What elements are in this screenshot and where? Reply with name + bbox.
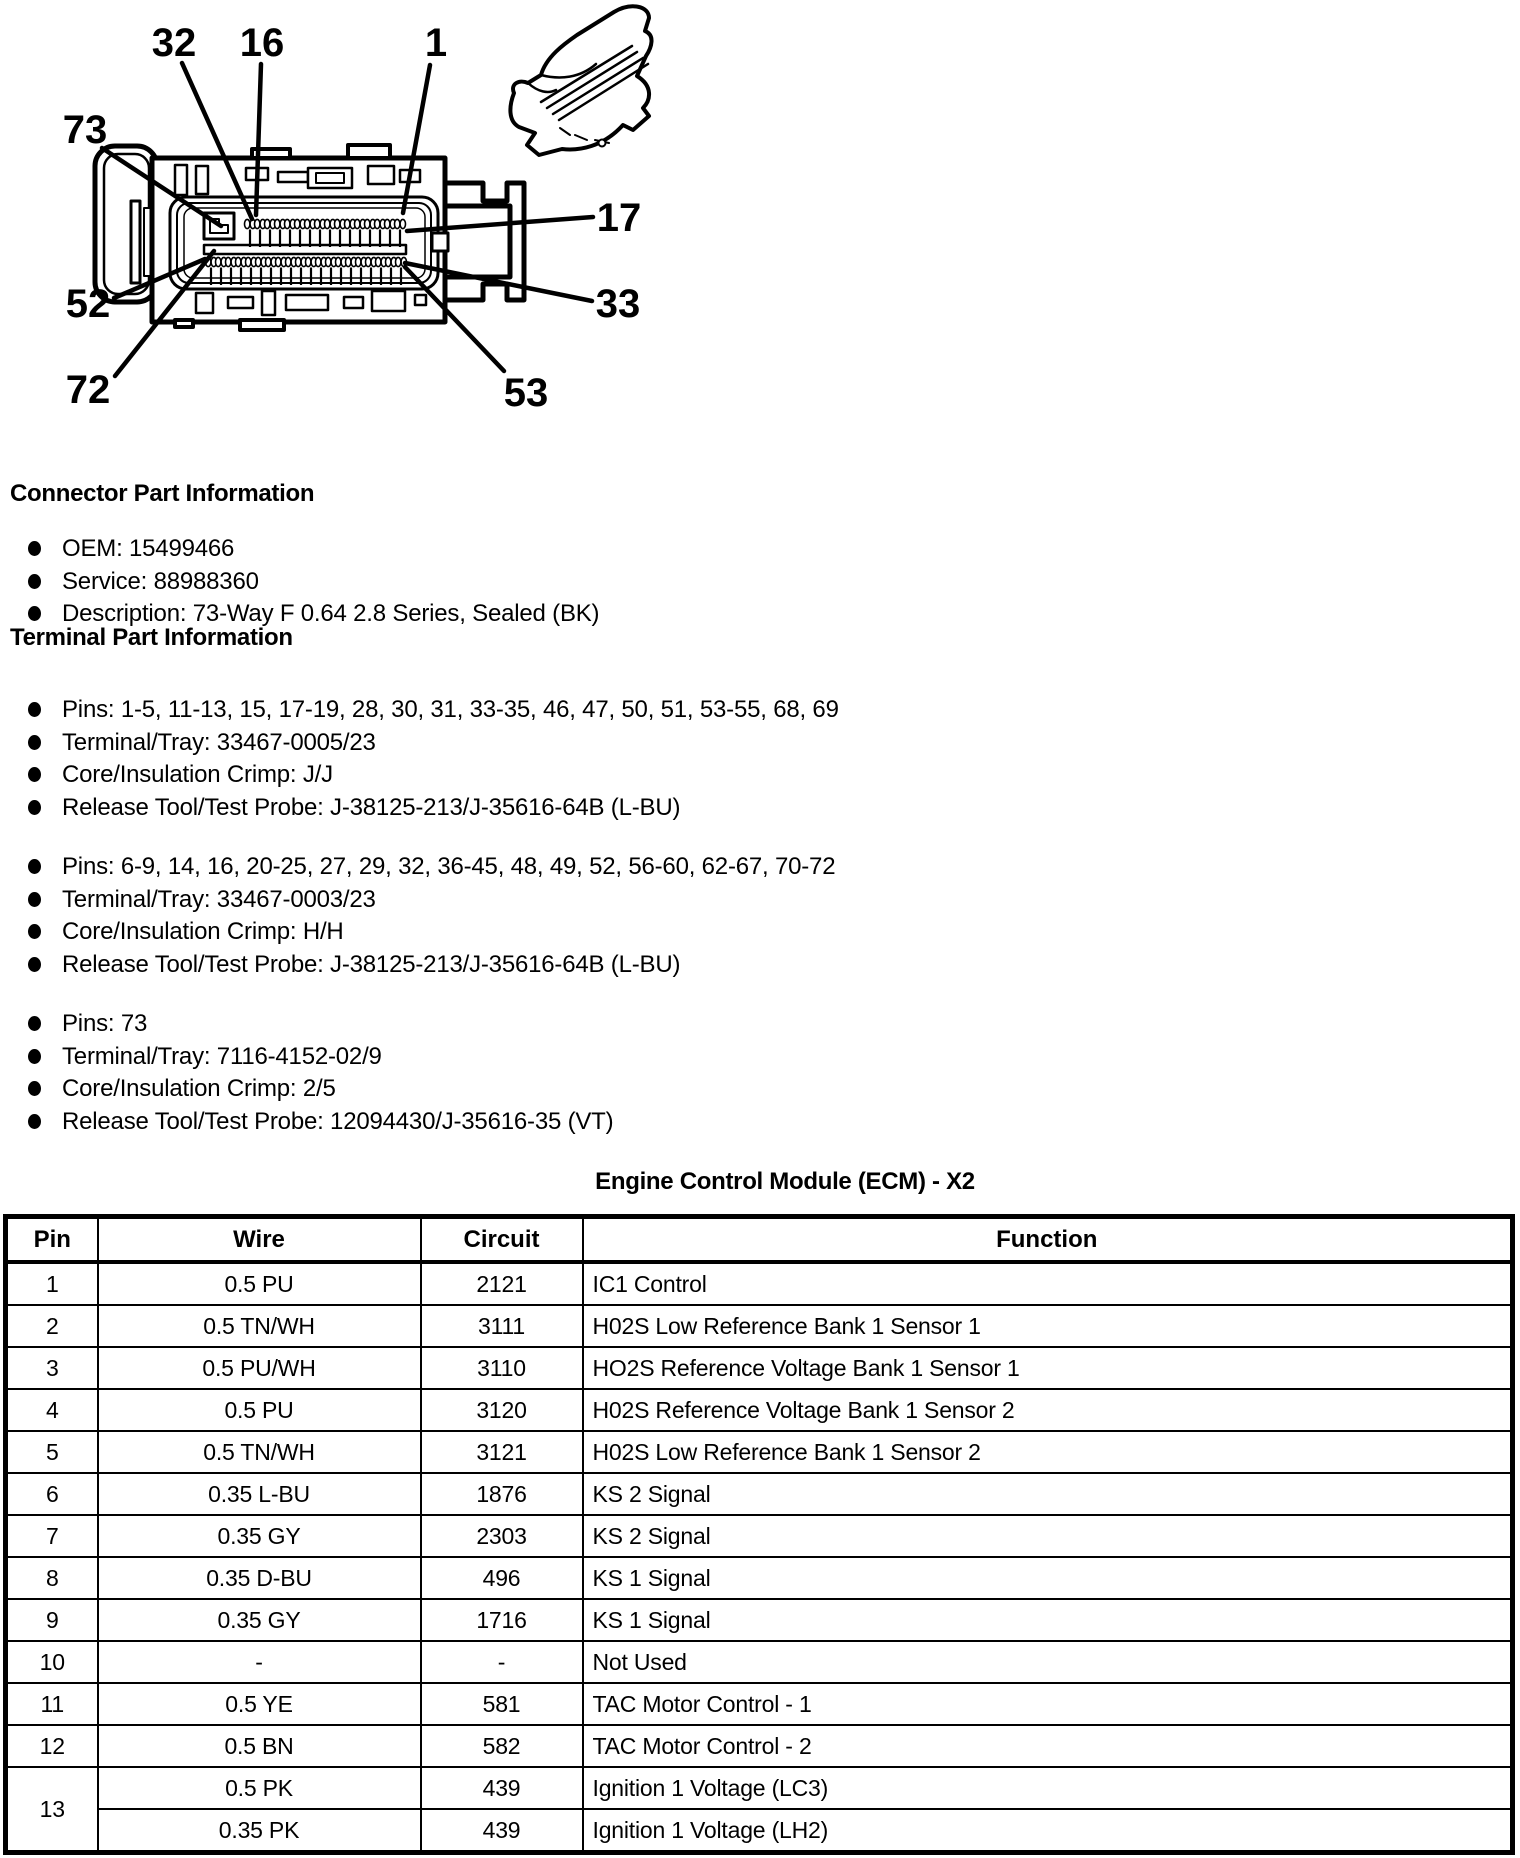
wire-cell: 0.35 D-BU bbox=[98, 1557, 421, 1599]
table-row bbox=[6, 1347, 1513, 1389]
wire-cell: 0.5 TN/WH bbox=[98, 1431, 421, 1473]
list-item: Pins: 73 bbox=[28, 1008, 613, 1041]
circuit-cell: 496 bbox=[421, 1557, 583, 1599]
callout-17: 17 bbox=[596, 196, 642, 240]
circuit-cell: 582 bbox=[421, 1725, 583, 1767]
pin-cell: 3 bbox=[6, 1347, 98, 1389]
function-cell: KS 1 Signal bbox=[583, 1599, 1513, 1641]
callout-33: 33 bbox=[595, 282, 641, 326]
pin-cell: 5 bbox=[6, 1431, 98, 1473]
wire-cell: 0.5 BN bbox=[98, 1725, 421, 1767]
function-cell: KS 1 Signal bbox=[583, 1557, 1513, 1599]
circuit-cell: 3120 bbox=[421, 1389, 583, 1431]
circuit-cell: 3121 bbox=[421, 1431, 583, 1473]
function-cell: HO2S Reference Voltage Bank 1 Sensor 1 bbox=[583, 1347, 1513, 1389]
wire-cell: - bbox=[98, 1641, 421, 1683]
circuit-cell: 3110 bbox=[421, 1347, 583, 1389]
table-row bbox=[6, 1431, 1513, 1473]
wire-cell: 0.5 YE bbox=[98, 1683, 421, 1725]
table-row bbox=[6, 1809, 1513, 1853]
terminal-info-group-3 bbox=[28, 1008, 613, 1138]
pin-cell: 7 bbox=[6, 1515, 98, 1557]
pin-cell: 1 bbox=[6, 1262, 98, 1305]
list-item: Description: 73-Way F 0.64 2.8 Series, Sealed (BK) bbox=[28, 598, 599, 631]
connector-info-heading: Connector Part Information bbox=[10, 480, 315, 507]
connector-cover-diagram bbox=[510, 6, 651, 155]
list-item: Release Tool/Test Probe: 12094430/J-35616-35 (VT) bbox=[28, 1106, 613, 1139]
wire-cell: 0.5 PK bbox=[98, 1767, 421, 1809]
list-item: Pins: 1-5, 11-13, 15, 17-19, 28, 30, 31, 33-35, 46, 47, 50, 51, 53-55, 68, 69 bbox=[28, 694, 839, 727]
circuit-cell: 2303 bbox=[421, 1515, 583, 1557]
pin-cell: 4 bbox=[6, 1389, 98, 1431]
table-row bbox=[6, 1262, 1513, 1305]
circuit-cell: 439 bbox=[421, 1809, 583, 1853]
connector-diagram bbox=[0, 0, 760, 420]
pin-cell: 12 bbox=[6, 1725, 98, 1767]
list-item: Core/Insulation Crimp: H/H bbox=[28, 916, 835, 949]
table-row bbox=[6, 1767, 1513, 1809]
wire-cell: 0.5 PU bbox=[98, 1262, 421, 1305]
wire-cell: 0.35 L-BU bbox=[98, 1473, 421, 1515]
list-item: Terminal/Tray: 33467-0005/23 bbox=[28, 727, 839, 760]
function-cell: H02S Low Reference Bank 1 Sensor 1 bbox=[583, 1305, 1513, 1347]
callout-52: 52 bbox=[65, 282, 111, 326]
function-cell: TAC Motor Control - 2 bbox=[583, 1725, 1513, 1767]
pin-cell: 2 bbox=[6, 1305, 98, 1347]
terminal-info-group-2 bbox=[28, 851, 835, 981]
circuit-cell: 581 bbox=[421, 1683, 583, 1725]
function-cell: IC1 Control bbox=[583, 1262, 1513, 1305]
list-item: Release Tool/Test Probe: J-38125-213/J-35616-64B (L-BU) bbox=[28, 792, 839, 825]
connector-info-list bbox=[28, 533, 599, 631]
list-item: Terminal/Tray: 7116-4152-02/9 bbox=[28, 1041, 613, 1074]
table-row bbox=[6, 1641, 1513, 1683]
pin-function-table bbox=[3, 1214, 1515, 1855]
pin-cell: 13 bbox=[6, 1767, 98, 1853]
function-cell: TAC Motor Control - 1 bbox=[583, 1683, 1513, 1725]
list-item: Core/Insulation Crimp: 2/5 bbox=[28, 1073, 613, 1106]
function-cell: KS 2 Signal bbox=[583, 1515, 1513, 1557]
callout-1: 1 bbox=[424, 21, 448, 65]
column-header-function: Function bbox=[583, 1217, 1513, 1263]
table-row bbox=[6, 1557, 1513, 1599]
table-row bbox=[6, 1473, 1513, 1515]
callout-53: 53 bbox=[503, 371, 549, 415]
pin-cell: 10 bbox=[6, 1641, 98, 1683]
callout-16: 16 bbox=[239, 21, 285, 65]
pin-cell: 11 bbox=[6, 1683, 98, 1725]
callout-72: 72 bbox=[65, 368, 111, 412]
circuit-cell: 439 bbox=[421, 1767, 583, 1809]
table-row bbox=[6, 1683, 1513, 1725]
pin-cell: 9 bbox=[6, 1599, 98, 1641]
table-row bbox=[6, 1599, 1513, 1641]
function-cell: Not Used bbox=[583, 1641, 1513, 1683]
list-item: Core/Insulation Crimp: J/J bbox=[28, 759, 839, 792]
circuit-cell: 1716 bbox=[421, 1599, 583, 1641]
table-row bbox=[6, 1725, 1513, 1767]
circuit-cell: 3111 bbox=[421, 1305, 583, 1347]
list-item: Terminal/Tray: 33467-0003/23 bbox=[28, 884, 835, 917]
circuit-cell: 2121 bbox=[421, 1262, 583, 1305]
function-cell: Ignition 1 Voltage (LC3) bbox=[583, 1767, 1513, 1809]
pin-cell: 6 bbox=[6, 1473, 98, 1515]
wire-cell: 0.35 GY bbox=[98, 1599, 421, 1641]
callout-73: 73 bbox=[62, 108, 108, 152]
wire-cell: 0.5 PU bbox=[98, 1389, 421, 1431]
circuit-cell: 1876 bbox=[421, 1473, 583, 1515]
connector-face-diagram bbox=[95, 145, 524, 330]
wire-cell: 0.5 TN/WH bbox=[98, 1305, 421, 1347]
function-cell: KS 2 Signal bbox=[583, 1473, 1513, 1515]
list-item: Service: 88988360 bbox=[28, 566, 599, 599]
pin-cell: 8 bbox=[6, 1557, 98, 1599]
list-item: OEM: 15499466 bbox=[28, 533, 599, 566]
column-header-pin: Pin bbox=[6, 1217, 98, 1263]
column-header-wire: Wire bbox=[98, 1217, 421, 1263]
function-cell: Ignition 1 Voltage (LH2) bbox=[583, 1809, 1513, 1853]
circuit-cell: - bbox=[421, 1641, 583, 1683]
table-header-row bbox=[6, 1217, 1513, 1263]
wire-cell: 0.5 PU/WH bbox=[98, 1347, 421, 1389]
wire-cell: 0.35 GY bbox=[98, 1515, 421, 1557]
callout-32: 32 bbox=[151, 21, 197, 65]
function-cell: H02S Low Reference Bank 1 Sensor 2 bbox=[583, 1431, 1513, 1473]
table-title: Engine Control Module (ECM) - X2 bbox=[595, 1168, 975, 1195]
column-header-circuit: Circuit bbox=[421, 1217, 583, 1263]
function-cell: H02S Reference Voltage Bank 1 Sensor 2 bbox=[583, 1389, 1513, 1431]
table-row bbox=[6, 1515, 1513, 1557]
list-item: Release Tool/Test Probe: J-38125-213/J-35616-64B (L-BU) bbox=[28, 949, 835, 982]
wire-cell: 0.35 PK bbox=[98, 1809, 421, 1853]
terminal-info-heading: Terminal Part Information bbox=[10, 624, 293, 651]
table-row bbox=[6, 1305, 1513, 1347]
list-item: Pins: 6-9, 14, 16, 20-25, 27, 29, 32, 36-45, 48, 49, 52, 56-60, 62-67, 70-72 bbox=[28, 851, 835, 884]
table-row bbox=[6, 1389, 1513, 1431]
terminal-info-group-1 bbox=[28, 694, 839, 824]
